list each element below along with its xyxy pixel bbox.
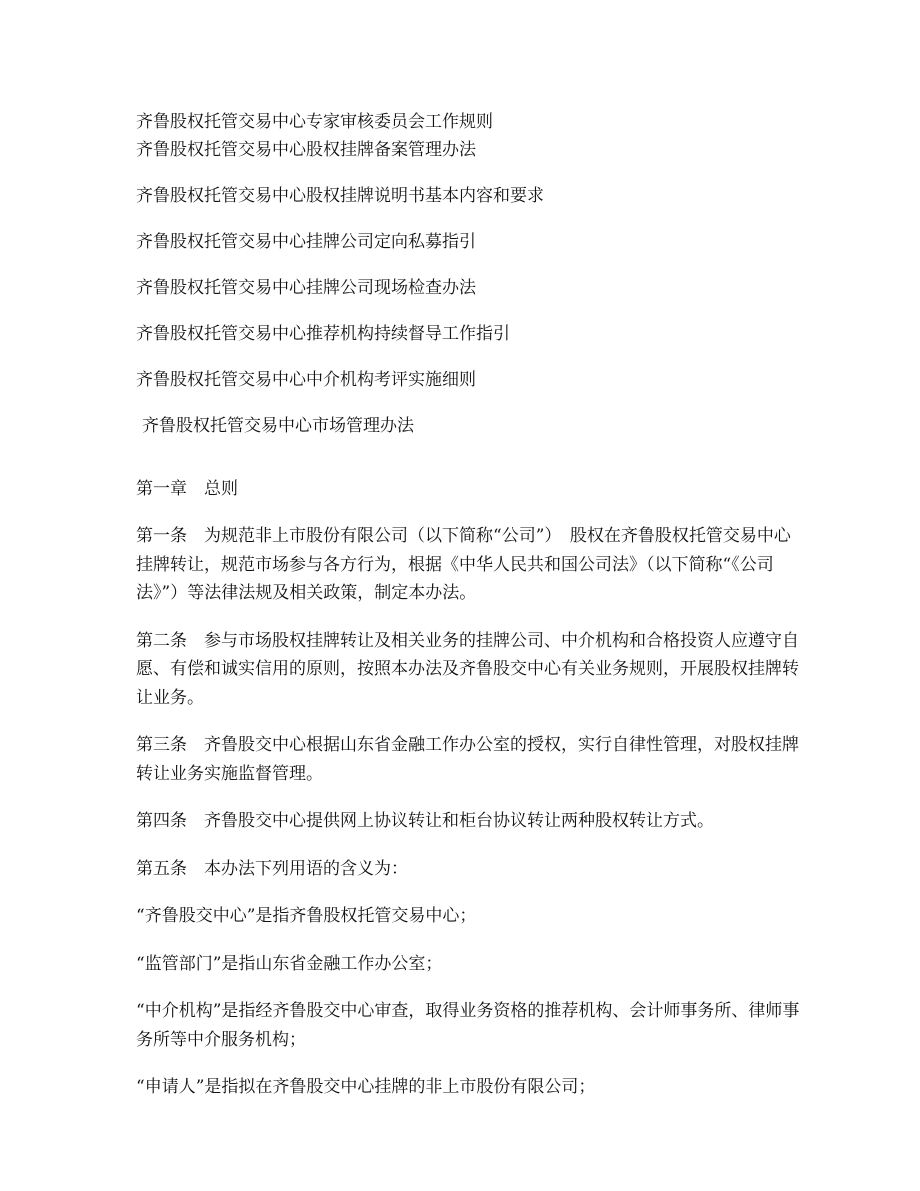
definition-item: “监管部门”是指山东省金融工作办公室； [136,953,443,974]
definition-item: “齐鲁股交中心”是指齐鲁股权托管交易中心； [136,906,477,926]
chapter-heading: 第一章 总则 [136,479,238,499]
article-2: 第二条 参与市场股权挂牌转让及相关业务的挂牌公司、中介机构和合格投资人应遵守自愿、有偿和诚实信用的原则，按照本办法及齐鲁股交中心有关业务规则，开展股权挂牌转让业务。 [136,630,799,708]
article-3: 第三条 齐鲁股交中心根据山东省金融工作办公室的授权，实行自律性管理，对股权挂牌转让业务实施监督管理。 [136,735,799,784]
definition-item: “申请人”是指拟在齐鲁股交中心挂牌的非上市股份有限公司； [136,1077,596,1097]
article-4: 第四条 齐鲁股交中心提供网上协议转让和柜台协议转让两种股权转让方式。 [136,811,714,831]
toc-item: 齐鲁股权托管交易中心中介机构考评实施细则 [136,370,476,390]
article-5: 第五条 本办法下列用语的含义为： [136,858,408,879]
toc-item: 齐鲁股权托管交易中心股权挂牌备案管理办法 [136,140,476,160]
document-title: 齐鲁股权托管交易中心市场管理办法 [142,416,414,436]
toc-item: 齐鲁股权托管交易中心专家审核委员会工作规则 [136,112,493,132]
document-page [136,108,806,1102]
toc-item: 齐鲁股权托管交易中心股权挂牌说明书基本内容和要求 [136,186,544,206]
article-1: 第一条 为规范非上市股份有限公司（以下简称“公司”） 股权在齐鲁股权托管交易中心挂牌转让，规范市场参与各方行为，根据《中华人民共和国公司法》（以下简称“《公司法》”）等法律法规及相关政策，制定本办法。 [136,526,791,603]
definition-item: “中介机构”是指经齐鲁股交中心审查，取得业务资格的推荐机构、会计师事务所、律师事务所等中介服务机构； [136,1001,800,1050]
toc-item: 齐鲁股权托管交易中心挂牌公司定向私募指引 [136,232,476,252]
toc-item: 齐鲁股权托管交易中心挂牌公司现场检查办法 [136,278,476,298]
toc-item: 齐鲁股权托管交易中心推荐机构持续督导工作指引 [136,324,510,344]
